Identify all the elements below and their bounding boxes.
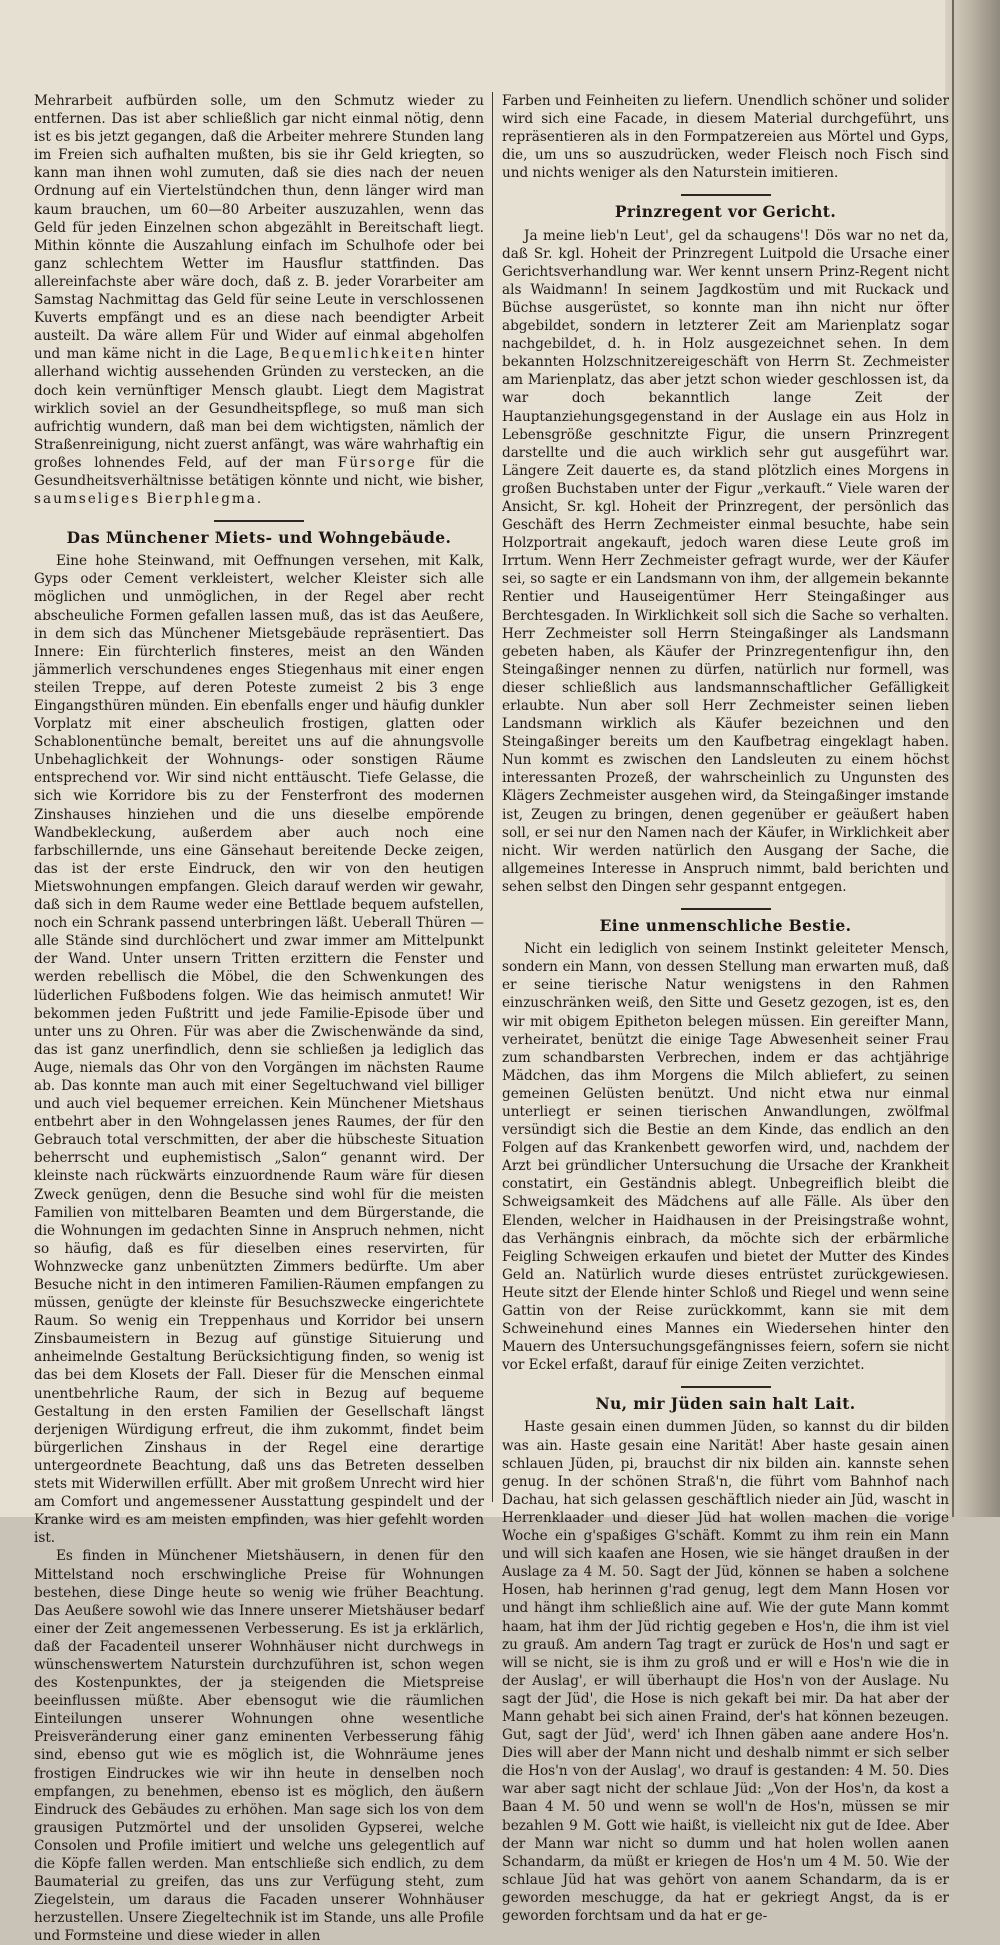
- section-divider: [681, 194, 771, 196]
- section-divider: [681, 908, 771, 910]
- headline-mietsgebaeude: Das Münchener Miets- und Wohngebäude.: [66, 528, 452, 548]
- section-divider: [214, 520, 304, 522]
- article-paragraph: Nicht ein lediglich von seinem Instinkt geleiteter Mensch, sondern ein Mann, von dessen Stellung man erwarten muß, daß er seine tierische Natur wenigstens in den Rahmen einzuschränken weiß, den Sitte und Gesetz gezogen, ist es, den wir mit obigem Epitheton belegen müssen. Ein gereifter Mann, verheiratet, benützt die einige Tage Abwesenheit seiner Frau zum schandbarsten Verbrechen, indem er das achtjährige Mädchen, das ihm Morgens die Milch abliefert, zu seinen gemeinen Gelüsten benützt. Und nicht etwa nur einmal unterliegt er seinen tierischen Anwandlungen, zwölfmal versündigt sich die Bestie an dem Kinde, das endlich an den Folgen auf das Krankenbett geworfen wird, und, nachdem der Arzt bei gründlicher Untersuchung die Ursache der Krankheit constatirt, ein Geständnis ablegt. Unbegreiflich bleibt die Schweigsamkeit des Mädchens auf alle Fälle. Als über den Elenden, welcher in Haidhausen in der Preisingstraße wohnt, das Verhängnis einbrach, da möchte sich der erbärmliche Feigling Schweigen erkaufen und bietet der Mutter des Kindes Geld an. Natürlich wurde dieses entrüstet zurückgewiesen. Heute sitzt der Elende hinter Schloß und Riegel und wenn seine Gattin von der Reise zurückkommt, kann sie mit dem Schweinehund eines Mannes ein Wiedersehen hinter den Mauern des Untersuchungsgefängnisses feiern, sofern sie nicht vor Eckel erfaßt, darauf für einige Zeiten verzichtet.: [502, 941, 949, 1374]
- headline-prinzregent: Prinzregent vor Gericht.: [614, 202, 837, 222]
- article-paragraph: Haste gesain einen dummen Jüden, so kannst du dir bilden was ain. Haste gesain eine Narität! Aber haste gesain ainen schlauen Jüden, pi, brauchst dir nix bilden ain. kannste sehen genug. In der schönen Straß'n, die führt vom Bahnhof nach Dachau, hat sich gelassen geschäftlich nieder ain Jüd, wascht in Herrenklaader und dieser Jüd hat wollen machen die vorige Woche ein g'spaßiges G'schäft. Kommt zu ihm rein ein Mann und will sich kaafen ane Hosen, wie sie hänget draußen in der Auslage za 4 M. 50. Sagt der Jüd, können se haben a solchene Hosen, hab herinnen g'rad genug, legt dem Mann Hosen vor und hängt ihm schließlich aine auf. Wie der gute Mann kommt haam, hat ihm der Jüd richtig gegeben e Hos'n, die ihm ist viel zu grauß. Am andern Tag tragt er zurück de Hos'n und sagt er will se nicht, sie is ihm zu groß und er will e Hos'n wie die in der Auslag', er will überhaupt die Hos'n von der Auslage. Nu sagt der Jüd', die Hose is nich gekaft bei mir. Da hat aber der Mann gehabt bei sich ainen Fraind, der's hat können bezeugen. Gut, sagt der Jüd', werd' ich Ihnen gäben aane andere Hos'n. Dies will aber der Mann nicht und deshalb nimmt er sich selber die Hos'n von der Auslag', wo drauf is gestanden: 4 M. 50. Dies war aber sagt nicht der schlaue Jüd: „Von der Hos'n, da kost a Baan 4 M. 50 und wenn se woll'n de Hos'n, müssen se mir bezahlen 9 M. Gott wie haißt, is vielleicht nix gut de Idee. Aber der Mann war nicht so dumm und hat holen wollen aanen Schandarm, da müßt er kriegen de Hos'n um 4 M. 50. Wie der schlaue Jüd hat was gehört von aanem Schandarm, da is er geworden meschugge, da hat er gekriegt Angst, da is er geworden forchtsam und da hat er ge-: [502, 1419, 949, 1924]
- article-paragraph: Es finden in Münchener Mietshäusern, in denen für den Mittelstand noch erschwingliche Preise für Wohnungen bestehen, diese Dinge heute so wenig wie früher Beachtung. Das Aeußere sowohl wie das Innere unserer Mietshäuser bedarf einer der Zeit angemessenen Verbesserung. Es ist ja erklärlich, daß der Facadenteil unserer Wohnhäuser nicht durchwegs in wünschenswertem Naturstein durchzuführen ist, schon wegen des Kostenpunktes, der ja steigenden die Mietspreise beeinflussen müßte. Aber ebensogut wie die räumlichen Einteilungen unserer Wohnungen ohne wesentliche Preisveränderung einer ganz eminenten Verbesserung fähig sind, ebenso gut wie es möglich ist, die Wohnräume jenes frostigen Eindruckes wie wir ihn heute in denselben noch empfangen, zu benehmen, ebenso ist es möglich, den äußern Eindruck des Gebäudes zu erhöhen. Man sage sich los von dem grausigen Putzmörtel und der unsoliden Gypserei, welche Consolen und Profile imitiert und welche uns gelegentlich auf die Köpfe fallen werden. Man entschließe sich endlich, zu dem Baumaterial zu greifen, das uns zur Verfügung steht, zum Ziegelstein, um daraus die Facaden unserer Wohnhäuser herzustellen. Unsere Ziegeltechnik ist im Stande, uns alle Profile und Formsteine und diese wieder in allen: [34, 1548, 484, 1945]
- section-divider: [681, 1386, 771, 1388]
- page-edge-line: [952, 0, 954, 1517]
- article-continuation-paragraph: Farben und Feinheiten zu liefern. Unendlich schöner und solider wird sich eine Facade, in diesem Material durchgeführt, uns repräsentieren als in den Formpatzereien aus Mörtel und Gyps, die, um uns so auszudrücken, weder Fleisch noch Fisch sind und nichts weniger als den Naturstein imitieren.: [502, 93, 949, 182]
- left-column: [34, 92, 485, 1945]
- right-column: [502, 92, 949, 1924]
- headline-bestie: Eine unmenschliche Bestie.: [599, 916, 852, 936]
- article-paragraph: Ja meine lieb'n Leut', gel da schaugens'! Dös war no net da, daß Sr. kgl. Hoheit der Prinzregent Luitpold die Ursache einer Gerichtsverhandlung war. Wer kennt unsern Prinz-Regent nicht als Waidmann! In seinem Jagdkostüm und mit Ruckack und Büchse ausgerüstet, so konnte man ihn nicht nur öfter abgebildet, sondern in letzterer Zeit am Marienplatz sogar nachgebildet, d. h. in Holz ausgezeichnet sehen. In dem bekannten Holzschnitzereigeschäft von Herrn St. Zechmeister am Marienplatz, das aber jetzt schon wieder geschlossen ist, da war doch bekanntlich lange Zeit der Hauptanziehungsgegenstand in der Auslage ein aus Holz in Lebensgröße geschnitzte Figur, die unsern Prinzregent darstellte und die auch wirklich sehr gut ausgeführt war. Längere Zeit dauerte es, da stand plötzlich eines Morgens in großen Buchstaben unter der Figur „verkauft.“ Viele waren der Ansicht, Sr. kgl. Hoheit der Prinzregent, der persönlich das Geschäft des Herrn Zechmeister einmal besuchte, habe sein Holzportrait angekauft, jedoch waren diese Leute groß im Irrtum. Wenn Herr Zechmeister gefragt wurde, wer der Käufer sei, so sagte er ein Landsmann von ihm, der allgemein bekannte Rentier und Hauseigentümer Herr Steingaßinger aus Berchtesgaden. In Wirklichkeit soll sich die Sache so verhalten. Herr Zechmeister soll Herrn Steingaßinger als Landsmann gebeten haben, als Käufer der Prinzregentenfigur ihn, den Steingaßinger nennen zu dürfen, natürlich nur formell, was dieser schließlich aus landsmannschaftlicher Gefälligkeit erlaubte. Nun aber soll Herr Zechmeister seinen lieben Landsmann wirklich als Käufer bezeichnen und den Steingaßinger bereits um den Kaufbetrag eingeklagt haben. Nun kommt es zwischen den Landsleuten zu einem höchst interessanten Prozeß, der wahrscheinlich zu Ungunsten des Klägers Zechmeister ausgehen wird, da Steingaßinger imstande ist, Zeugen zu bringen, denen gegenüber er geäußert haben soll, er sei nur den Namen nach der Käufer, in Wirklichkeit aber nicht. Wir werden natürlich den Ausgang der Sache, die allgemeines Interesse in Anspruch nimmt, bald berichten und sehen selbst den Dingen sehr gespannt entgegen.: [502, 227, 949, 895]
- headline-jueden: Nu, mir Jüden sain halt Lait.: [595, 1394, 856, 1414]
- article-paragraph: Eine hohe Steinwand, mit Oeffnungen versehen, mit Kalk, Gyps oder Cement verkleistert, welcher Kleister sich alle möglichen und unmöglichen, in der Regel aber recht abscheuliche Formen gefallen lassen muß, das ist das Aeußere, in dem sich das Münchener Mietsgebäude repräsentiert. Das Innere: Ein fürchterlich finsteres, meist an den Wänden jämmerlich verschundenes enges Stiegenhaus mit einer engen steilen Treppe, auf deren Poteste zumeist 2 bis 3 enge Eingangsthüren münden. Ein ebenfalls enger und häufig dunkler Vorplatz mit einer abscheulich frostigen, glatten oder Schablonentünche bemalt, bereitet uns auf die ahnungsvolle Unbehaglichkeit der Wohnungs- oder sonstigen Räume entsprechend vor. Wir sind nicht enttäuscht. Tiefe Gelasse, die sich wie Korridore bis zu der Fensterfront des modernen Zinshauses hinziehen und die uns dieselbe empörende Wandbekleckung, außerdem aber auch noch eine farbschillernde, uns eine Gänsehaut bereitende Decke zeigen, das ist der erste Eindruck, den wir von den heutigen Mietswohnungen empfangen. Gleich darauf werden wir gewahr, daß sich in dem Raume weder eine Bettlade bequem aufstellen, noch ein Schrank passend unterbringen läßt. Ueberall Thüren — alle Stände sind durchlöchert und zwar immer am Mittelpunkt der Wand. Unter unsern Tritten erzittern die Fenster und werden rebellisch die Möbel, die den Schwenkungen des lüderlichen Fußbodens folgen. Wie das heimisch anmutet! Wir bekommen jeden Fußtritt und jede Familie-Episode über und unter uns zu Ohren. Für was aber die Zwischenwände da sind, das ist ganz unerfindlich, denn sie schließen ja lediglich das Auge, niemals das Ohr von den Vorgängen im nächsten Raume ab. Das konnte man auch mit einer Segeltuchwand viel billiger und auch viel bequemer erreichen. Kein Münchener Mietshaus entbehrt aber in den Wohngelassen jenes Raumes, der für den Gebrauch total verschmitten, der aber die hübschestе Situation beherrscht und euphemistisch „Salon“ genannt wird. Der kleinste nach rückwärts einzuordnende Raum wäre für diesen Zweck genügen, denn die Besuche sind wohl für die meisten Familien von mittelbaren Beamten und dem Bürgerstande, die die Wohnungen im gedachten Sinne in Anspruch nehmen, nicht so häufig, daß es für dieselben eines reservirten, für Wohnzwecke ganz unbenützten Zimmers bedürfte. Um aber Besuche nicht in den intimeren Familien-Räumen empfangen zu müssen, genügte der kleinste für Besuchszwecke eingerichtete Raum. So wenig ein Treppenhaus und Korridor bei unsern Zinsbaumeistern in Bezug auf günstige Situierung und anheimelnde Gestaltung Berücksichtigung finden, so wenig ist das bei dem Klosets der Fall. Dieser für die Menschen einmal unentbehrliche Raum, der sich in Bezug auf bequeme Gestaltung in den ersten Familien der Gesellschaft längst derjenigen Würdigung erfreut, die ihm zukommt, findet beim bürgerlichen Zinshaus in der Regel eine derartige untergeordnete Beachtung, daß uns das Betreten desselben stets mit Widerwillen erfüllt. Aber mit großem Unrecht wird hier am Comfort und angemessener Ausstattung gespindelt und der Kranke wird es am meisten empfinden, was hier gefehlt worden ist.: [34, 553, 484, 1547]
- article-continuation-paragraph: Mehrarbeit aufbürden solle, um den Schmutz wieder zu entfernen. Das ist aber schließlich gar nicht einmal nötig, denn ist es bis jetzt gegangen, daß die Arbeiter mehrere Stunden lang im Freien sich aufhalten mußten, bis sie ihr Geld kriegten, so kann man ihnen wohl zumuten, daß sie dies nach der neuen Ordnung auf ein Viertelstündchen thun, denn länger wird man kaum brauchen, um 60—80 Arbeiter auszuzahlen, wenn das Geld für jeden Einzelnen schon abgezählt in Bereitschaft liegt. Mithin könnte die Auszahlung einfach im Schulhofe oder bei ganz schlechtem Wetter im Hausflur stattfinden. Das allereinfachste aber wäre doch, daß z. B. jeder Vorarbeiter am Samstag Nachmittag das Geld für seine Leute in verschlossenen Kuverts empfängt und es an diese nach beendigter Arbeit austeilt. Da wäre allem Für und Wider auf einmal abgeholfen und man käme nicht in die Lage, Bequemlichkeiten hinter allerhand wichtig aussehenden Gründen zu verstecken, an die doch kein vernünftiger Mensch glaubt. Liegt dem Magistrat wirklich soviel an der Gesundheitspflege, so muß man sich aufrichtig wundern, daß man bei dem wichtigsten, nämlich der Straßenreinigung, nicht zuerst anfängt, was wäre wahrhaftig ein großes lohnendes Feld, auf der man Fürsorge für die Gesundheitsverhältnisse betätigen könnte und nicht, wie bisher, saumseliges Bierphlegma.: [34, 93, 485, 508]
- column-divider: [492, 92, 493, 1502]
